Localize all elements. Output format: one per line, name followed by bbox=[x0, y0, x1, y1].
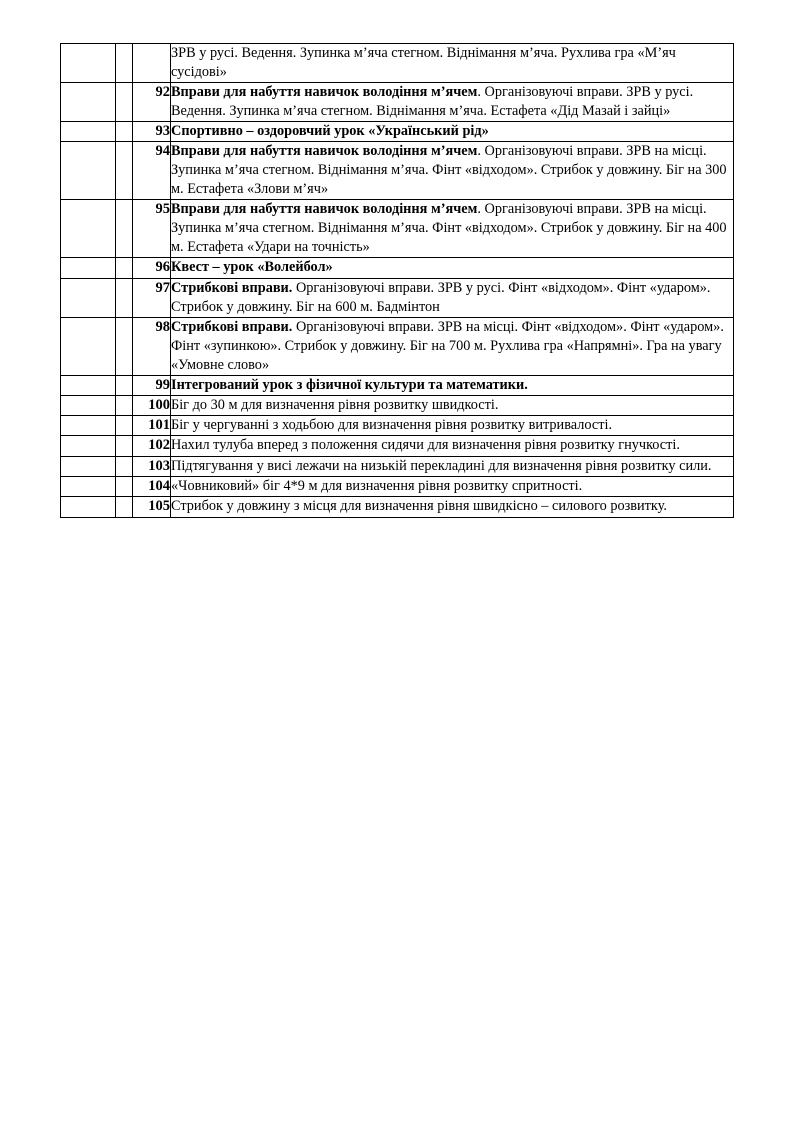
lesson-number-cell bbox=[133, 44, 171, 83]
lesson-title-bold: Інтегрований урок з фізичної культури та математики. bbox=[171, 376, 528, 393]
lesson-content-cell bbox=[171, 375, 734, 395]
row-cell-blank-first bbox=[61, 258, 116, 278]
row-cell-blank-first bbox=[61, 44, 116, 83]
lesson-title-bold: Вправи для набуття навичок володіння м’ячем bbox=[171, 143, 478, 160]
lesson-title-bold: Стрибкові вправи. bbox=[171, 279, 293, 296]
lesson-number-cell: 104 bbox=[133, 476, 171, 496]
row-cell-blank-first bbox=[61, 122, 116, 142]
row-cell-blank-second bbox=[116, 142, 133, 200]
lesson-content-cell bbox=[171, 142, 734, 200]
lesson-number-cell: 102 bbox=[133, 436, 171, 456]
lesson-content-cell bbox=[171, 200, 734, 258]
row-cell-blank-first bbox=[61, 456, 116, 476]
lesson-description: ЗРВ у русі. Ведення. Зупинка м’яча стегном. Віднімання м’яча. Рухлива гра «М’яч сусідові» bbox=[171, 45, 676, 80]
lesson-number-cell: 105 bbox=[133, 497, 171, 517]
lesson-content-cell bbox=[171, 456, 734, 476]
row-cell-blank-second bbox=[116, 456, 133, 476]
row-cell-blank-first bbox=[61, 200, 116, 258]
row-cell-blank-second bbox=[116, 416, 133, 436]
lesson-description: Нахил тулуба вперед з положення сидячи для визначення рівня розвитку гнучкості. bbox=[171, 437, 680, 454]
table-row bbox=[61, 317, 734, 375]
table-row bbox=[61, 456, 734, 476]
lesson-number-cell: 101 bbox=[133, 416, 171, 436]
table-row bbox=[61, 416, 734, 436]
row-cell-blank-second bbox=[116, 122, 133, 142]
table-row bbox=[61, 258, 734, 278]
lesson-content-cell bbox=[171, 83, 734, 122]
row-cell-blank-first bbox=[61, 375, 116, 395]
lesson-content-cell bbox=[171, 476, 734, 496]
table-row bbox=[61, 44, 734, 83]
lesson-title-bold: Квест – урок «Волейбол» bbox=[171, 259, 333, 276]
table-row bbox=[61, 142, 734, 200]
lesson-number-cell: 93 bbox=[133, 122, 171, 142]
row-cell-blank-first bbox=[61, 278, 116, 317]
lesson-number-cell: 96 bbox=[133, 258, 171, 278]
table-row bbox=[61, 122, 734, 142]
row-cell-blank-second bbox=[116, 200, 133, 258]
lesson-description: Біг у чергуванні з ходьбою для визначення рівня розвитку витривалості. bbox=[171, 417, 613, 434]
table-row bbox=[61, 476, 734, 496]
row-cell-blank-second bbox=[116, 317, 133, 375]
lesson-number-cell: 95 bbox=[133, 200, 171, 258]
lesson-description: . Організовуючі вправи. ЗРВ на місці. Зупинка м’яча стегном. Віднімання м’яча. Фінт «відходом». Стрибок у довжину. Біг на 400 м. Естафета «Удари на точність» bbox=[171, 201, 727, 256]
row-cell-blank-first bbox=[61, 476, 116, 496]
table-row bbox=[61, 395, 734, 415]
table-row bbox=[61, 83, 734, 122]
lesson-title-bold: Спортивно – оздоровчий урок «Український рід» bbox=[171, 123, 489, 139]
table-row bbox=[61, 278, 734, 317]
row-cell-blank-first bbox=[61, 416, 116, 436]
lesson-title-bold: Вправи для набуття навичок володіння м’ячем bbox=[171, 201, 478, 218]
row-cell-blank-first bbox=[61, 317, 116, 375]
lesson-title-bold: Стрибкові вправи. bbox=[171, 318, 293, 335]
lesson-description: Підтягування у висі лежачи на низькій перекладині для визначення рівня розвитку сили. bbox=[171, 457, 712, 474]
lesson-content-cell bbox=[171, 44, 734, 83]
lesson-content-cell bbox=[171, 317, 734, 375]
row-cell-blank-first bbox=[61, 497, 116, 517]
lesson-description: «Човниковий» біг 4*9 м для визначення рівня розвитку спритності. bbox=[171, 477, 583, 494]
lesson-description: Стрибок у довжину з місця для визначення рівня швидкісно – силового розвитку. bbox=[171, 498, 667, 515]
lesson-description: Організовуючі вправи. ЗРВ на місці. Фінт «відходом». Фінт «ударом». Фінт «зупинкою». Стрибок у довжину. Біг на 700 м. Рухлива гра «Напрямні». Гра на увагу «Умовне слово» bbox=[171, 318, 724, 373]
lesson-title-bold: Вправи для набуття навичок володіння м’ячем bbox=[171, 84, 478, 100]
table-row bbox=[61, 497, 734, 517]
row-cell-blank-second bbox=[116, 258, 133, 278]
lesson-number-cell: 98 bbox=[133, 317, 171, 375]
row-cell-blank-first bbox=[61, 436, 116, 456]
lesson-number-cell: 92 bbox=[133, 83, 171, 122]
lesson-content-cell bbox=[171, 416, 734, 436]
row-cell-blank-second bbox=[116, 395, 133, 415]
lesson-description: Біг до 30 м для визначення рівня розвитку швидкості. bbox=[171, 396, 499, 413]
lesson-content-cell bbox=[171, 395, 734, 415]
table-row bbox=[61, 200, 734, 258]
row-cell-blank-second bbox=[116, 83, 133, 122]
row-cell-blank-first bbox=[61, 142, 116, 200]
row-cell-blank-second bbox=[116, 278, 133, 317]
lesson-content-cell bbox=[171, 122, 734, 142]
row-cell-blank-second bbox=[116, 476, 133, 496]
row-cell-blank-first bbox=[61, 83, 116, 122]
lesson-content-cell bbox=[171, 436, 734, 456]
lesson-content-cell bbox=[171, 258, 734, 278]
row-cell-blank-second bbox=[116, 497, 133, 517]
table-body bbox=[61, 44, 734, 518]
lesson-number-cell: 97 bbox=[133, 278, 171, 317]
lesson-description: . Організовуючі вправи. ЗРВ на місці. Зупинка м’яча стегном. Віднімання м’яча. Фінт «відходом». Стрибок у довжину. Біг на 300 м. Естафета «Злови м’яч» bbox=[171, 143, 727, 198]
lesson-description: Організовуючі вправи. ЗРВ у русі. Фінт «відходом». Фінт «ударом». Стрибок у довжину. Біг на 600 м. Бадмінтон bbox=[171, 279, 711, 315]
row-cell-blank-second bbox=[116, 436, 133, 456]
lesson-number-cell: 99 bbox=[133, 375, 171, 395]
row-cell-blank-second bbox=[116, 375, 133, 395]
lesson-number-cell: 100 bbox=[133, 395, 171, 415]
lesson-description: . Організовуючі вправи. ЗРВ у русі. Ведення. Зупинка м’яча стегном. Віднімання м’яча. Естафета «Дід Мазай і зайці» bbox=[171, 84, 694, 119]
lesson-content-cell bbox=[171, 497, 734, 517]
lesson-plan-table bbox=[60, 43, 734, 518]
lesson-number-cell: 94 bbox=[133, 142, 171, 200]
lesson-content-cell bbox=[171, 278, 734, 317]
lesson-number-cell: 103 bbox=[133, 456, 171, 476]
table-row bbox=[61, 436, 734, 456]
row-cell-blank-second bbox=[116, 44, 133, 83]
table-row bbox=[61, 375, 734, 395]
row-cell-blank-first bbox=[61, 395, 116, 415]
